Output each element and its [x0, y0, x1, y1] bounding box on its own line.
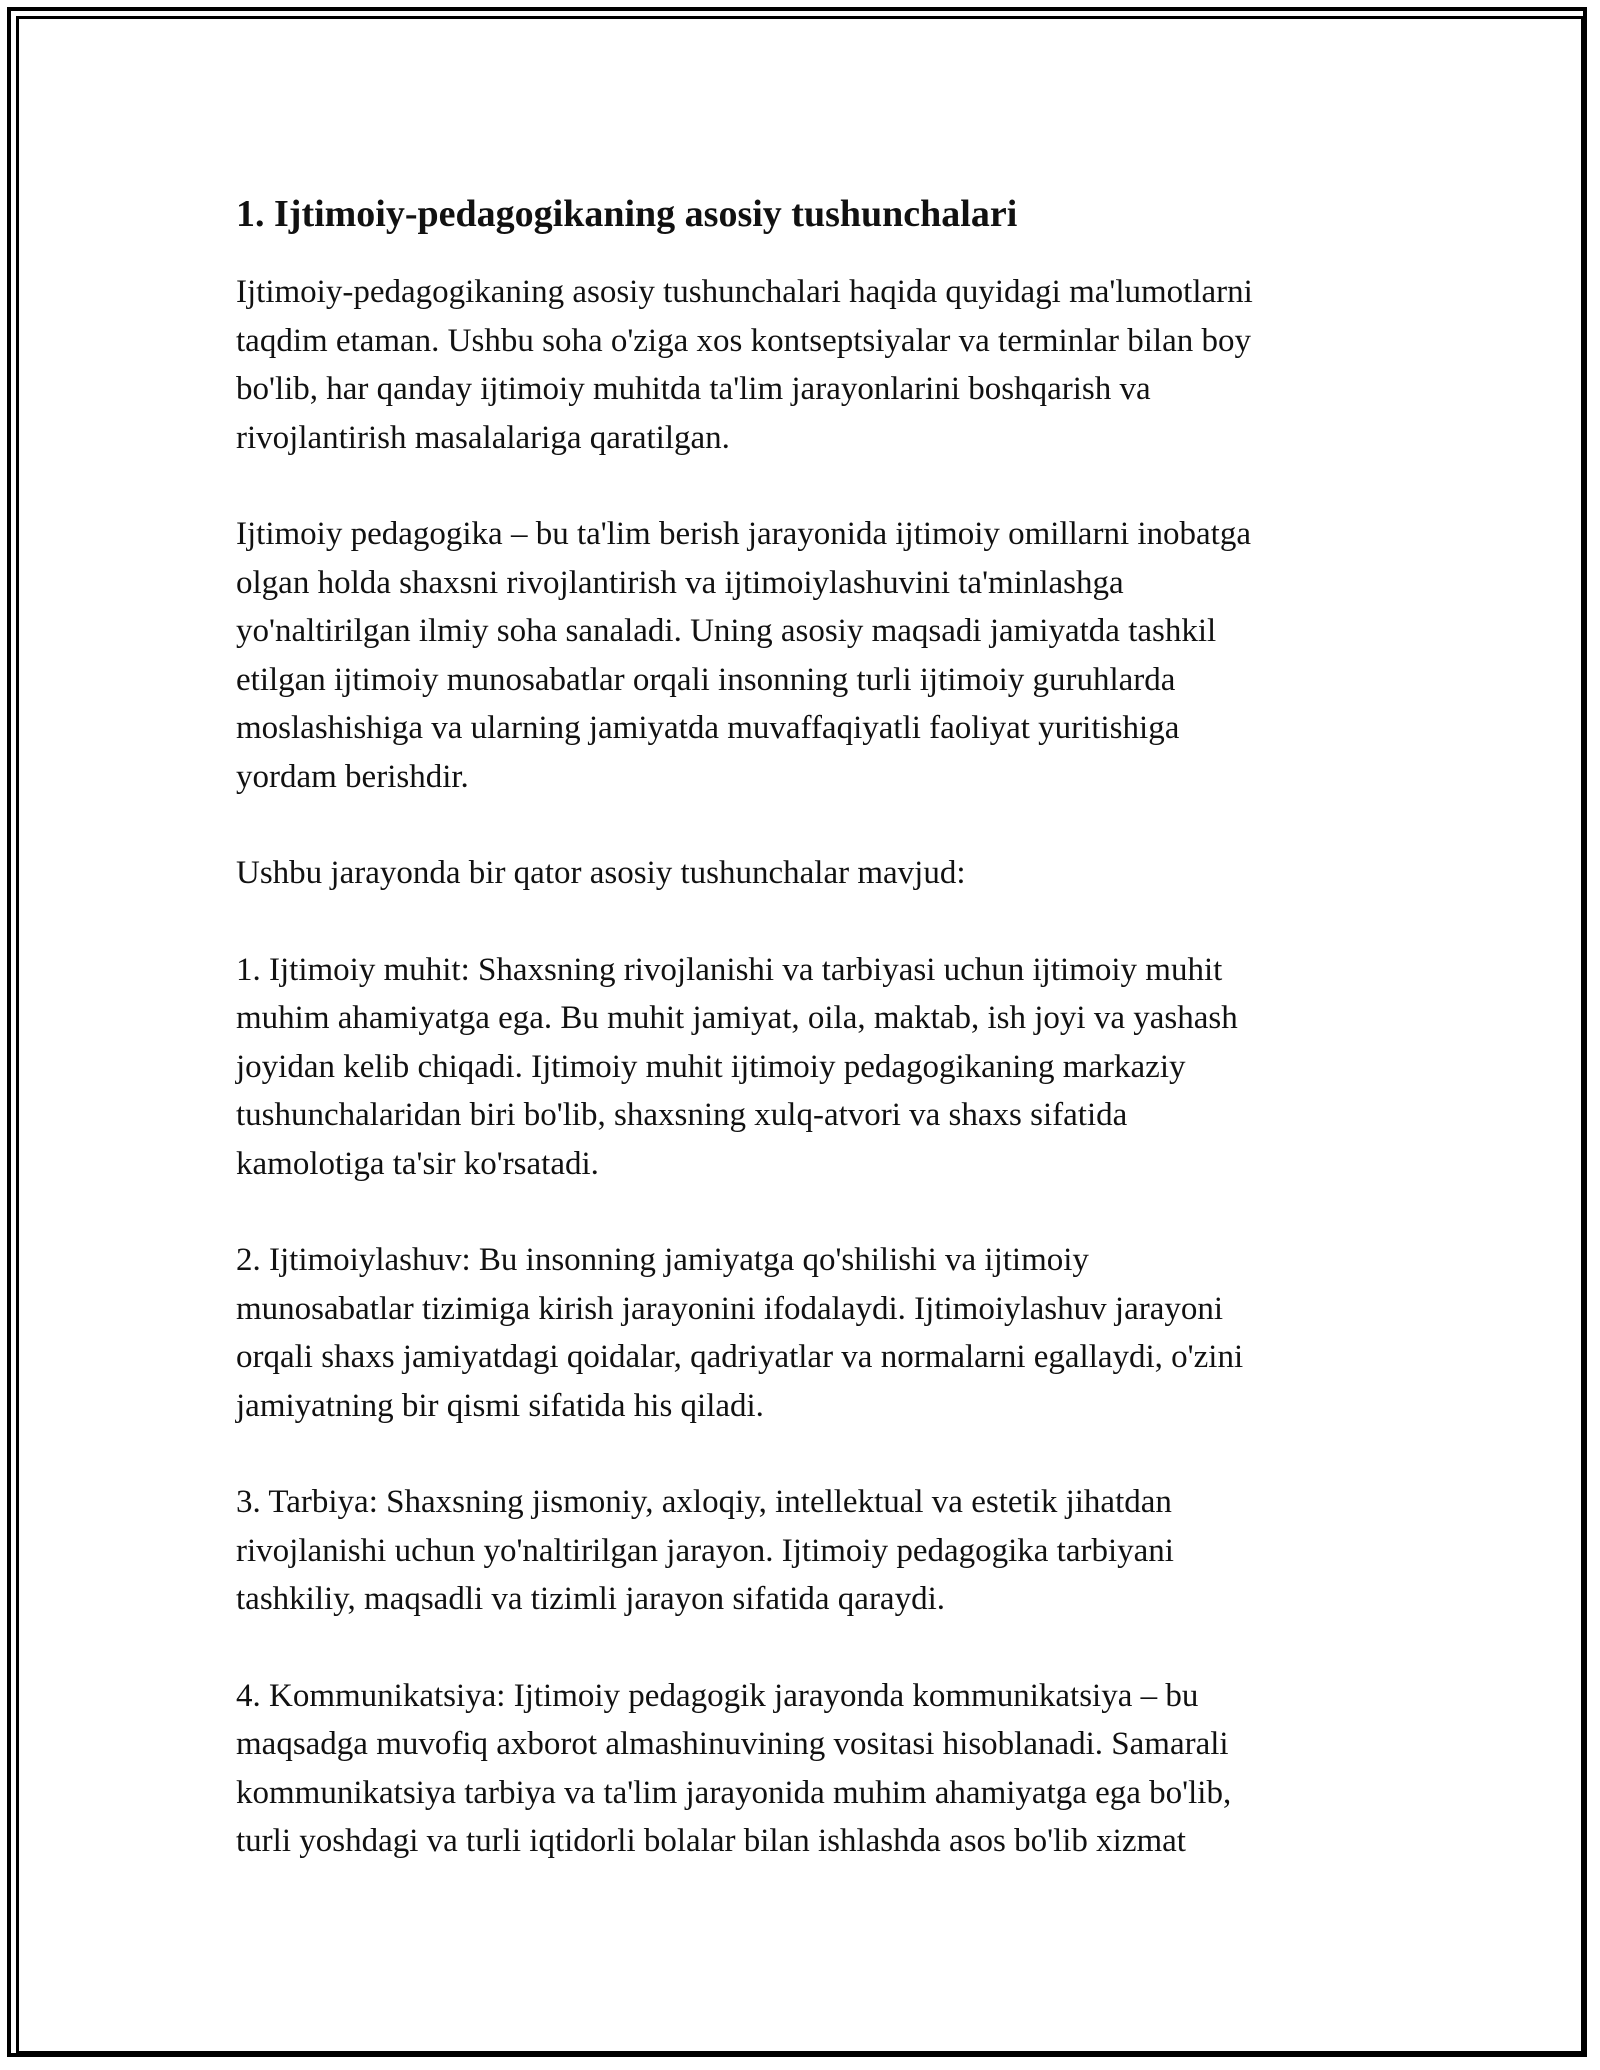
list-item-social-environment: 1. Ijtimoiy muhit: Shaxsning rivojlanishi va tarbiyasi uchun ijtimoiy muhit muhim ahamiyatga ega. Bu muhit jamiyat, oila, maktab, ish joyi va yashash joyidan kelib chiqadi. Ijtimoiy muhit ijtimoiy pedagogikaning markaziy tushunchalaridan biri bo'lib, shaxsning xulq-atvori va shaxs sifatida kamolotiga ta'sir ko'rsatadi.	[236, 951, 1238, 1182]
list-intro-paragraph: Ushbu jarayonda bir qator asosiy tushunchalar mavjud:	[236, 855, 966, 891]
definition-paragraph: Ijtimoiy pedagogika – bu ta'lim berish jarayonida ijtimoiy omillarni inobatga olgan holda shaxsni rivojlantirish va ijtimoiylashuvini ta'minlashga yo'naltirilgan ilmiy soha sanaladi. Uning asosiy maqsadi jamiyatda tashkil etilgan ijtimoiy munosabatlar orqali insonning turli ijtimoiy guruhlarda moslashishiga va ularning jamiyatda muvaffaqiyatli faoliyat yuritishiga yordam berishdir.	[236, 516, 1251, 795]
document-title: 1. Ijtimoiy-pedagogikaning asosiy tushunchalari	[236, 193, 1018, 235]
list-item-communication: 4. Kommunikatsiya: Ijtimoiy pedagogik jarayonda kommunikatsiya – bu maqsadga muvofiq axborot almashinuvining vositasi hisoblanadi. Samarali kommunikatsiya tarbiya va ta'lim jarayonida muhim ahamiyatga ega bo'lib, turli yoshdagi va turli iqtidorli bolalar bilan ishlashda asos bo'lib xizmat	[236, 1677, 1232, 1859]
document-body	[236, 186, 1376, 1866]
list-item-upbringing: 3. Tarbiya: Shaxsning jismoniy, axloqiy, intellektual va estetik jihatdan rivojlanishi uchun yo'naltirilgan jarayon. Ijtimoiy pedagogika tarbiyani tashkiliy, maqsadli va tizimli jarayon sifatida qaraydi.	[236, 1484, 1174, 1617]
list-item-socialization: 2. Ijtimoiylashuv: Bu insonning jamiyatga qo'shilishi va ijtimoiy munosabatlar tizimiga kirish jarayonini ifodalaydi. Ijtimoiylashuv jarayoni orqali shaxs jamiyatdagi qoidalar, qadriyatlar va normalarni egallaydi, o'zini jamiyatning bir qismi sifatida his qiladi.	[236, 1242, 1244, 1424]
intro-paragraph: Ijtimoiy-pedagogikaning asosiy tushunchalari haqida quyidagi ma'lumotlarni taqdim etaman. Ushbu soha o'ziga xos kontseptsiyalar va terminlar bilan boy bo'lib, har qanday ijtimoiy muhitda ta'lim jarayonlarini boshqarish va rivojlantirish masalalariga qaratilgan.	[236, 274, 1253, 456]
